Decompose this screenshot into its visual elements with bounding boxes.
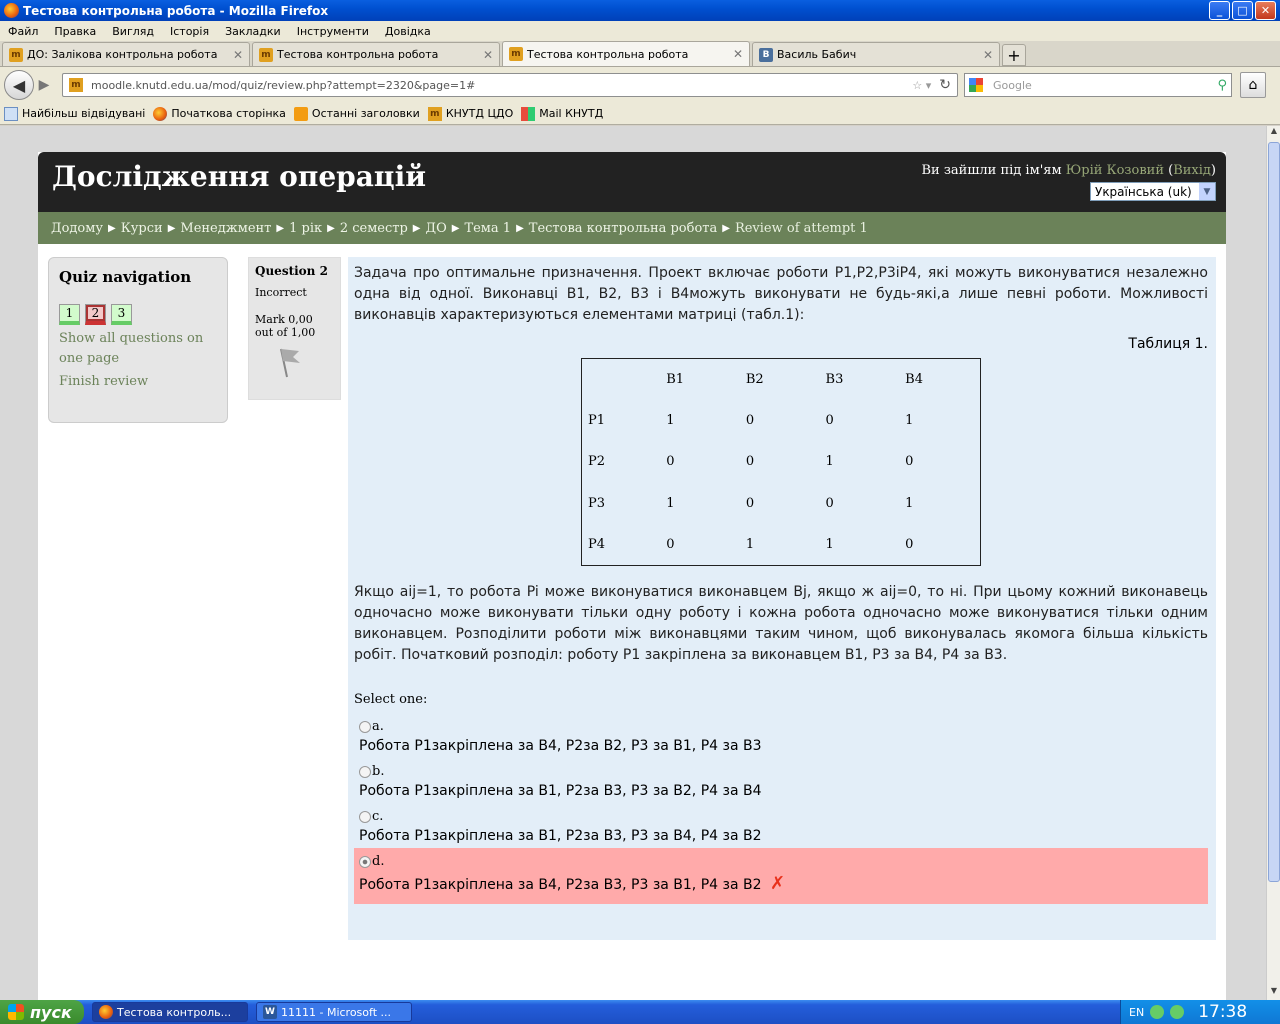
login-info: Ви зайшли під ім'ям Юрій Козовий (Вихід) bbox=[921, 163, 1216, 178]
firefox-icon bbox=[99, 1005, 113, 1019]
table-header-cell bbox=[582, 359, 661, 400]
menu-history[interactable]: Історія bbox=[170, 24, 210, 38]
breadcrumb-home[interactable]: Додому bbox=[51, 220, 103, 236]
info-icon[interactable] bbox=[1170, 1005, 1184, 1019]
answer-option-c[interactable] bbox=[354, 803, 1208, 848]
question-state: Incorrect bbox=[255, 286, 307, 299]
breadcrumb-course[interactable]: ДО bbox=[425, 220, 447, 236]
bookmark-latest-headlines[interactable] bbox=[294, 107, 420, 121]
address-bar[interactable] bbox=[62, 73, 958, 97]
bookmark-home-page[interactable] bbox=[153, 107, 286, 121]
menu-edit[interactable]: Правка bbox=[54, 24, 97, 38]
tab-label: Тестова контрольна робота bbox=[527, 47, 689, 61]
table-cell: 1 bbox=[745, 537, 755, 553]
mail-icon bbox=[521, 107, 535, 121]
forward-button[interactable]: ▶ bbox=[38, 77, 50, 93]
question-button-1[interactable]: 1 bbox=[59, 304, 80, 325]
language-value: Українська (uk) bbox=[1095, 184, 1192, 199]
answer-option-b[interactable] bbox=[354, 758, 1208, 803]
table-cell: 0 bbox=[745, 413, 755, 429]
window-title: Тестова контрольна робота - Mozilla Firefox bbox=[23, 3, 329, 18]
table-cell: 1 bbox=[905, 413, 914, 429]
tab-zalikova[interactable] bbox=[2, 42, 250, 66]
flag-icon[interactable] bbox=[275, 345, 334, 382]
breadcrumb-sep-icon: ▶ bbox=[327, 222, 335, 234]
moodle-icon: m bbox=[509, 47, 523, 61]
reload-icon[interactable]: ↻ bbox=[939, 77, 951, 93]
vk-icon: B bbox=[759, 48, 773, 62]
taskbar-item-word[interactable] bbox=[256, 1002, 412, 1022]
menu-bookmarks[interactable]: Закладки bbox=[225, 24, 281, 38]
table-cell: Р3 bbox=[588, 495, 606, 511]
search-box[interactable] bbox=[964, 73, 1232, 97]
search-icon[interactable]: ⚲ bbox=[1217, 77, 1227, 93]
question-number-label: Question bbox=[255, 264, 316, 278]
option-head bbox=[359, 809, 1204, 824]
table-cell: 0 bbox=[905, 537, 914, 553]
table-row bbox=[582, 483, 981, 524]
answer-option-d[interactable] bbox=[354, 848, 1208, 904]
option-head bbox=[359, 854, 1204, 869]
breadcrumb-sep-icon: ▶ bbox=[167, 222, 176, 234]
moodle-icon: m bbox=[259, 48, 273, 62]
task-label: 11111 - Microsoft ... bbox=[281, 1005, 391, 1019]
table-header-cell: В4 bbox=[905, 371, 923, 387]
bookmark-mail-knutd[interactable] bbox=[521, 107, 603, 121]
table-cell: 0 bbox=[666, 537, 675, 553]
clock: 17:38 bbox=[1198, 1002, 1248, 1022]
bookmark-label: Останні заголовки bbox=[311, 107, 420, 120]
select-one-prompt: Select one: bbox=[354, 692, 428, 707]
question-text-1: Задача про оптимальне призначення. Проект включає роботи Р1,Р2,Р3іР4, які можуть виконуватися незалежно одна від одної. Виконавці В1, В2, В3 і В4можуть виконувати не будь-які,а лише певні роботи. Можливості виконавців характеризуються елементами матриці (табл.1): bbox=[354, 265, 1208, 323]
option-text: Робота Р1закріплена за В1, Р2за В3, Р3 за В2, Р4 за В4 bbox=[359, 783, 762, 799]
tab-bar bbox=[0, 41, 1280, 67]
table-cell: 1 bbox=[666, 495, 675, 511]
window-titlebar bbox=[0, 0, 1280, 21]
navigation-bar bbox=[0, 67, 1280, 103]
menu-tools[interactable]: Інструменти bbox=[296, 24, 369, 38]
tab-testova-1[interactable] bbox=[252, 42, 500, 66]
question-number bbox=[255, 264, 334, 278]
tab-vasyl-babych[interactable] bbox=[752, 42, 1000, 66]
option-letter: c. bbox=[372, 809, 384, 824]
option-text-value: Робота Р1закріплена за В4, Р2за В3, Р3 за В1, Р4 за В2 bbox=[359, 877, 762, 893]
table-row bbox=[582, 441, 981, 482]
breadcrumb-management[interactable]: Менеджмент bbox=[180, 220, 272, 236]
radio-b[interactable] bbox=[359, 766, 371, 778]
most-visited-icon bbox=[4, 107, 18, 121]
table-cell: Р2 bbox=[588, 454, 606, 470]
page-header bbox=[38, 152, 1226, 212]
question-number-value: 2 bbox=[319, 264, 328, 278]
option-letter: d. bbox=[372, 854, 385, 869]
start-button[interactable] bbox=[0, 1000, 84, 1024]
moodle-icon: m bbox=[69, 78, 83, 92]
firefox-icon bbox=[153, 107, 167, 121]
moodle-icon: m bbox=[9, 48, 23, 62]
language-select[interactable] bbox=[1090, 182, 1216, 201]
close-button[interactable]: ✕ bbox=[1255, 1, 1276, 20]
radio-d[interactable] bbox=[359, 856, 371, 868]
table-cell: 1 bbox=[825, 537, 834, 553]
language-indicator[interactable]: EN bbox=[1129, 1005, 1145, 1019]
bookmark-star-icon[interactable]: ☆ ▾ bbox=[912, 78, 932, 92]
option-text bbox=[359, 873, 1204, 894]
breadcrumb-current: Review of attempt 1 bbox=[734, 220, 868, 236]
breadcrumb bbox=[38, 212, 1226, 244]
scrollbar-thumb[interactable] bbox=[1268, 142, 1280, 882]
course-title: Дослідження операцій bbox=[52, 160, 426, 193]
breadcrumb-quiz[interactable]: Тестова контрольна робота bbox=[528, 220, 718, 236]
breadcrumb-sep-icon: ▶ bbox=[722, 222, 730, 234]
table-cell: 0 bbox=[825, 495, 834, 511]
menu-view[interactable]: Вигляд bbox=[112, 24, 154, 38]
tab-close-icon[interactable]: ✕ bbox=[982, 47, 993, 62]
tab-close-icon[interactable]: ✕ bbox=[232, 47, 243, 62]
vertical-scrollbar[interactable] bbox=[1266, 126, 1280, 1000]
quiz-navigation-title: Quiz navigation bbox=[59, 268, 192, 286]
bookmark-knutd-cdo[interactable] bbox=[428, 107, 513, 121]
question-button-3[interactable]: 3 bbox=[111, 304, 132, 325]
search-input[interactable]: Google bbox=[993, 78, 1032, 92]
bookmark-label: Mail КНУТД bbox=[539, 107, 604, 120]
logout-link[interactable]: Вихід bbox=[1173, 163, 1211, 178]
menu-file[interactable]: Файл bbox=[8, 24, 39, 38]
table-caption: Таблиця 1. bbox=[1128, 336, 1208, 352]
option-text: Робота Р1закріплена за В4, Р2за В2, Р3 за В1, Р4 за В3 bbox=[359, 738, 762, 754]
bookmark-label: Найбільш відвідувані bbox=[22, 107, 146, 120]
tray-icon[interactable] bbox=[1150, 1005, 1164, 1019]
table-cell: 0 bbox=[745, 495, 755, 511]
question-info bbox=[248, 257, 341, 400]
question-content bbox=[348, 257, 1216, 940]
capability-matrix bbox=[581, 358, 981, 566]
system-tray bbox=[1120, 1000, 1280, 1024]
option-head bbox=[359, 764, 1204, 779]
firefox-icon bbox=[4, 3, 19, 18]
chevron-down-icon[interactable]: ▼ bbox=[1199, 183, 1215, 200]
table-header-cell: В3 bbox=[825, 371, 844, 387]
table-cell: 0 bbox=[825, 413, 834, 429]
page-viewport bbox=[0, 126, 1266, 1000]
taskbar-item-firefox[interactable] bbox=[92, 1002, 248, 1022]
scroll-up-icon[interactable]: ▲ bbox=[1270, 126, 1278, 135]
option-text: Робота Р1закріплена за В1, Р2за В3, Р3 за В4, Р4 за В2 bbox=[359, 828, 762, 844]
minimize-button[interactable]: _ bbox=[1209, 1, 1230, 20]
table-row bbox=[582, 524, 981, 565]
table-cell: Р4 bbox=[588, 537, 606, 553]
breadcrumb-sep-icon: ▶ bbox=[108, 222, 116, 234]
table-header-cell: В1 bbox=[666, 371, 685, 387]
table-cell: 0 bbox=[745, 454, 755, 470]
word-icon: W bbox=[263, 1005, 277, 1019]
tab-close-icon[interactable]: ✕ bbox=[732, 47, 743, 61]
tab-label: ДО: Залікова контрольна робота bbox=[27, 48, 218, 61]
question-buttons bbox=[59, 304, 217, 325]
bookmark-label: КНУТД ЦДО bbox=[445, 107, 514, 120]
new-tab-button[interactable]: + bbox=[1002, 44, 1026, 66]
task-label: Тестова контроль... bbox=[117, 1005, 232, 1019]
url-text[interactable]: moodle.knutd.edu.ua/mod/quiz/review.php?attempt=2320&page=1# bbox=[91, 78, 476, 92]
show-all-questions-link[interactable]: Show all questions on one page bbox=[59, 331, 204, 366]
start-label: пуск bbox=[30, 1002, 72, 1022]
moodle-page bbox=[38, 152, 1226, 1000]
maximize-button[interactable]: □ bbox=[1232, 1, 1253, 20]
table-row bbox=[582, 400, 981, 441]
rss-icon bbox=[294, 107, 308, 121]
radio-a[interactable] bbox=[359, 721, 371, 733]
option-letter: a. bbox=[372, 719, 384, 734]
table-header-cell: В2 bbox=[745, 371, 764, 387]
option-letter: b. bbox=[372, 764, 385, 779]
windows-logo-icon bbox=[8, 1004, 24, 1020]
breadcrumb-sep-icon: ▶ bbox=[412, 222, 421, 234]
user-link[interactable]: Юрій Козовий bbox=[1065, 163, 1164, 178]
moodle-icon: m bbox=[428, 107, 442, 121]
breadcrumb-sep-icon: ▶ bbox=[276, 222, 285, 234]
quiz-navigation-block bbox=[48, 257, 228, 423]
tab-close-icon[interactable]: ✕ bbox=[482, 47, 493, 62]
option-head bbox=[359, 719, 1204, 734]
bookmarks-bar bbox=[0, 103, 1280, 125]
answer-option-a[interactable] bbox=[354, 713, 1208, 758]
scroll-down-icon[interactable]: ▼ bbox=[1270, 986, 1278, 995]
finish-review-link[interactable]: Finish review bbox=[59, 374, 149, 389]
incorrect-icon: ✗ bbox=[769, 873, 786, 894]
table-cell: 0 bbox=[905, 454, 914, 470]
breadcrumb-sep-icon: ▶ bbox=[451, 222, 460, 234]
breadcrumb-semester[interactable]: 2 семестр bbox=[339, 220, 408, 236]
home-button[interactable]: ⌂ bbox=[1240, 72, 1266, 98]
question-grade: Mark 0,00 out of 1,00 bbox=[255, 313, 316, 339]
table-cell: Р1 bbox=[588, 413, 606, 429]
table-cell: 1 bbox=[666, 413, 675, 429]
login-prefix: Ви зайшли під ім'ям bbox=[921, 163, 1062, 178]
menu-help[interactable]: Довідка bbox=[384, 24, 431, 38]
table-cell: 0 bbox=[666, 454, 675, 470]
windows-taskbar bbox=[0, 1000, 1280, 1024]
question-text-2: Якщо aij=1, то робота Pi може виконуватися виконавцем Вj, якщо ж aij=0, то ні. При цьому кожний виконавець одночасно може виконувати тільки одну роботу і кожна робота одночасно може виконуватися тільки одним виконавцем. Розподілити роботи між виконавцями таким чином, щоб виконувалась якомога більша кількість робіт. Початковий розподіл: роботу Р1 закріплена за виконавцем В1, Р3 за В4, Р4 за В3. bbox=[354, 584, 1208, 663]
table-header-row bbox=[582, 359, 981, 400]
menu-bar bbox=[0, 21, 1280, 41]
question-button-2[interactable]: 2 bbox=[85, 304, 106, 325]
radio-c[interactable] bbox=[359, 811, 371, 823]
bookmark-label: Початкова сторінка bbox=[171, 107, 286, 120]
breadcrumb-sep-icon: ▶ bbox=[516, 222, 524, 234]
breadcrumb-topic[interactable]: Тема 1 bbox=[464, 220, 512, 236]
table-cell: 1 bbox=[905, 495, 914, 511]
tab-label: Тестова контрольна робота bbox=[277, 48, 439, 61]
tab-testova-2[interactable] bbox=[502, 41, 750, 66]
table-cell: 1 bbox=[825, 454, 834, 470]
bookmark-most-visited[interactable] bbox=[4, 107, 145, 121]
google-icon[interactable] bbox=[969, 78, 983, 92]
breadcrumb-year[interactable]: 1 рік bbox=[289, 220, 323, 236]
back-button[interactable]: ◀ bbox=[4, 70, 34, 100]
tab-label: Василь Бабич bbox=[777, 48, 857, 61]
breadcrumb-courses[interactable]: Курси bbox=[120, 220, 163, 236]
